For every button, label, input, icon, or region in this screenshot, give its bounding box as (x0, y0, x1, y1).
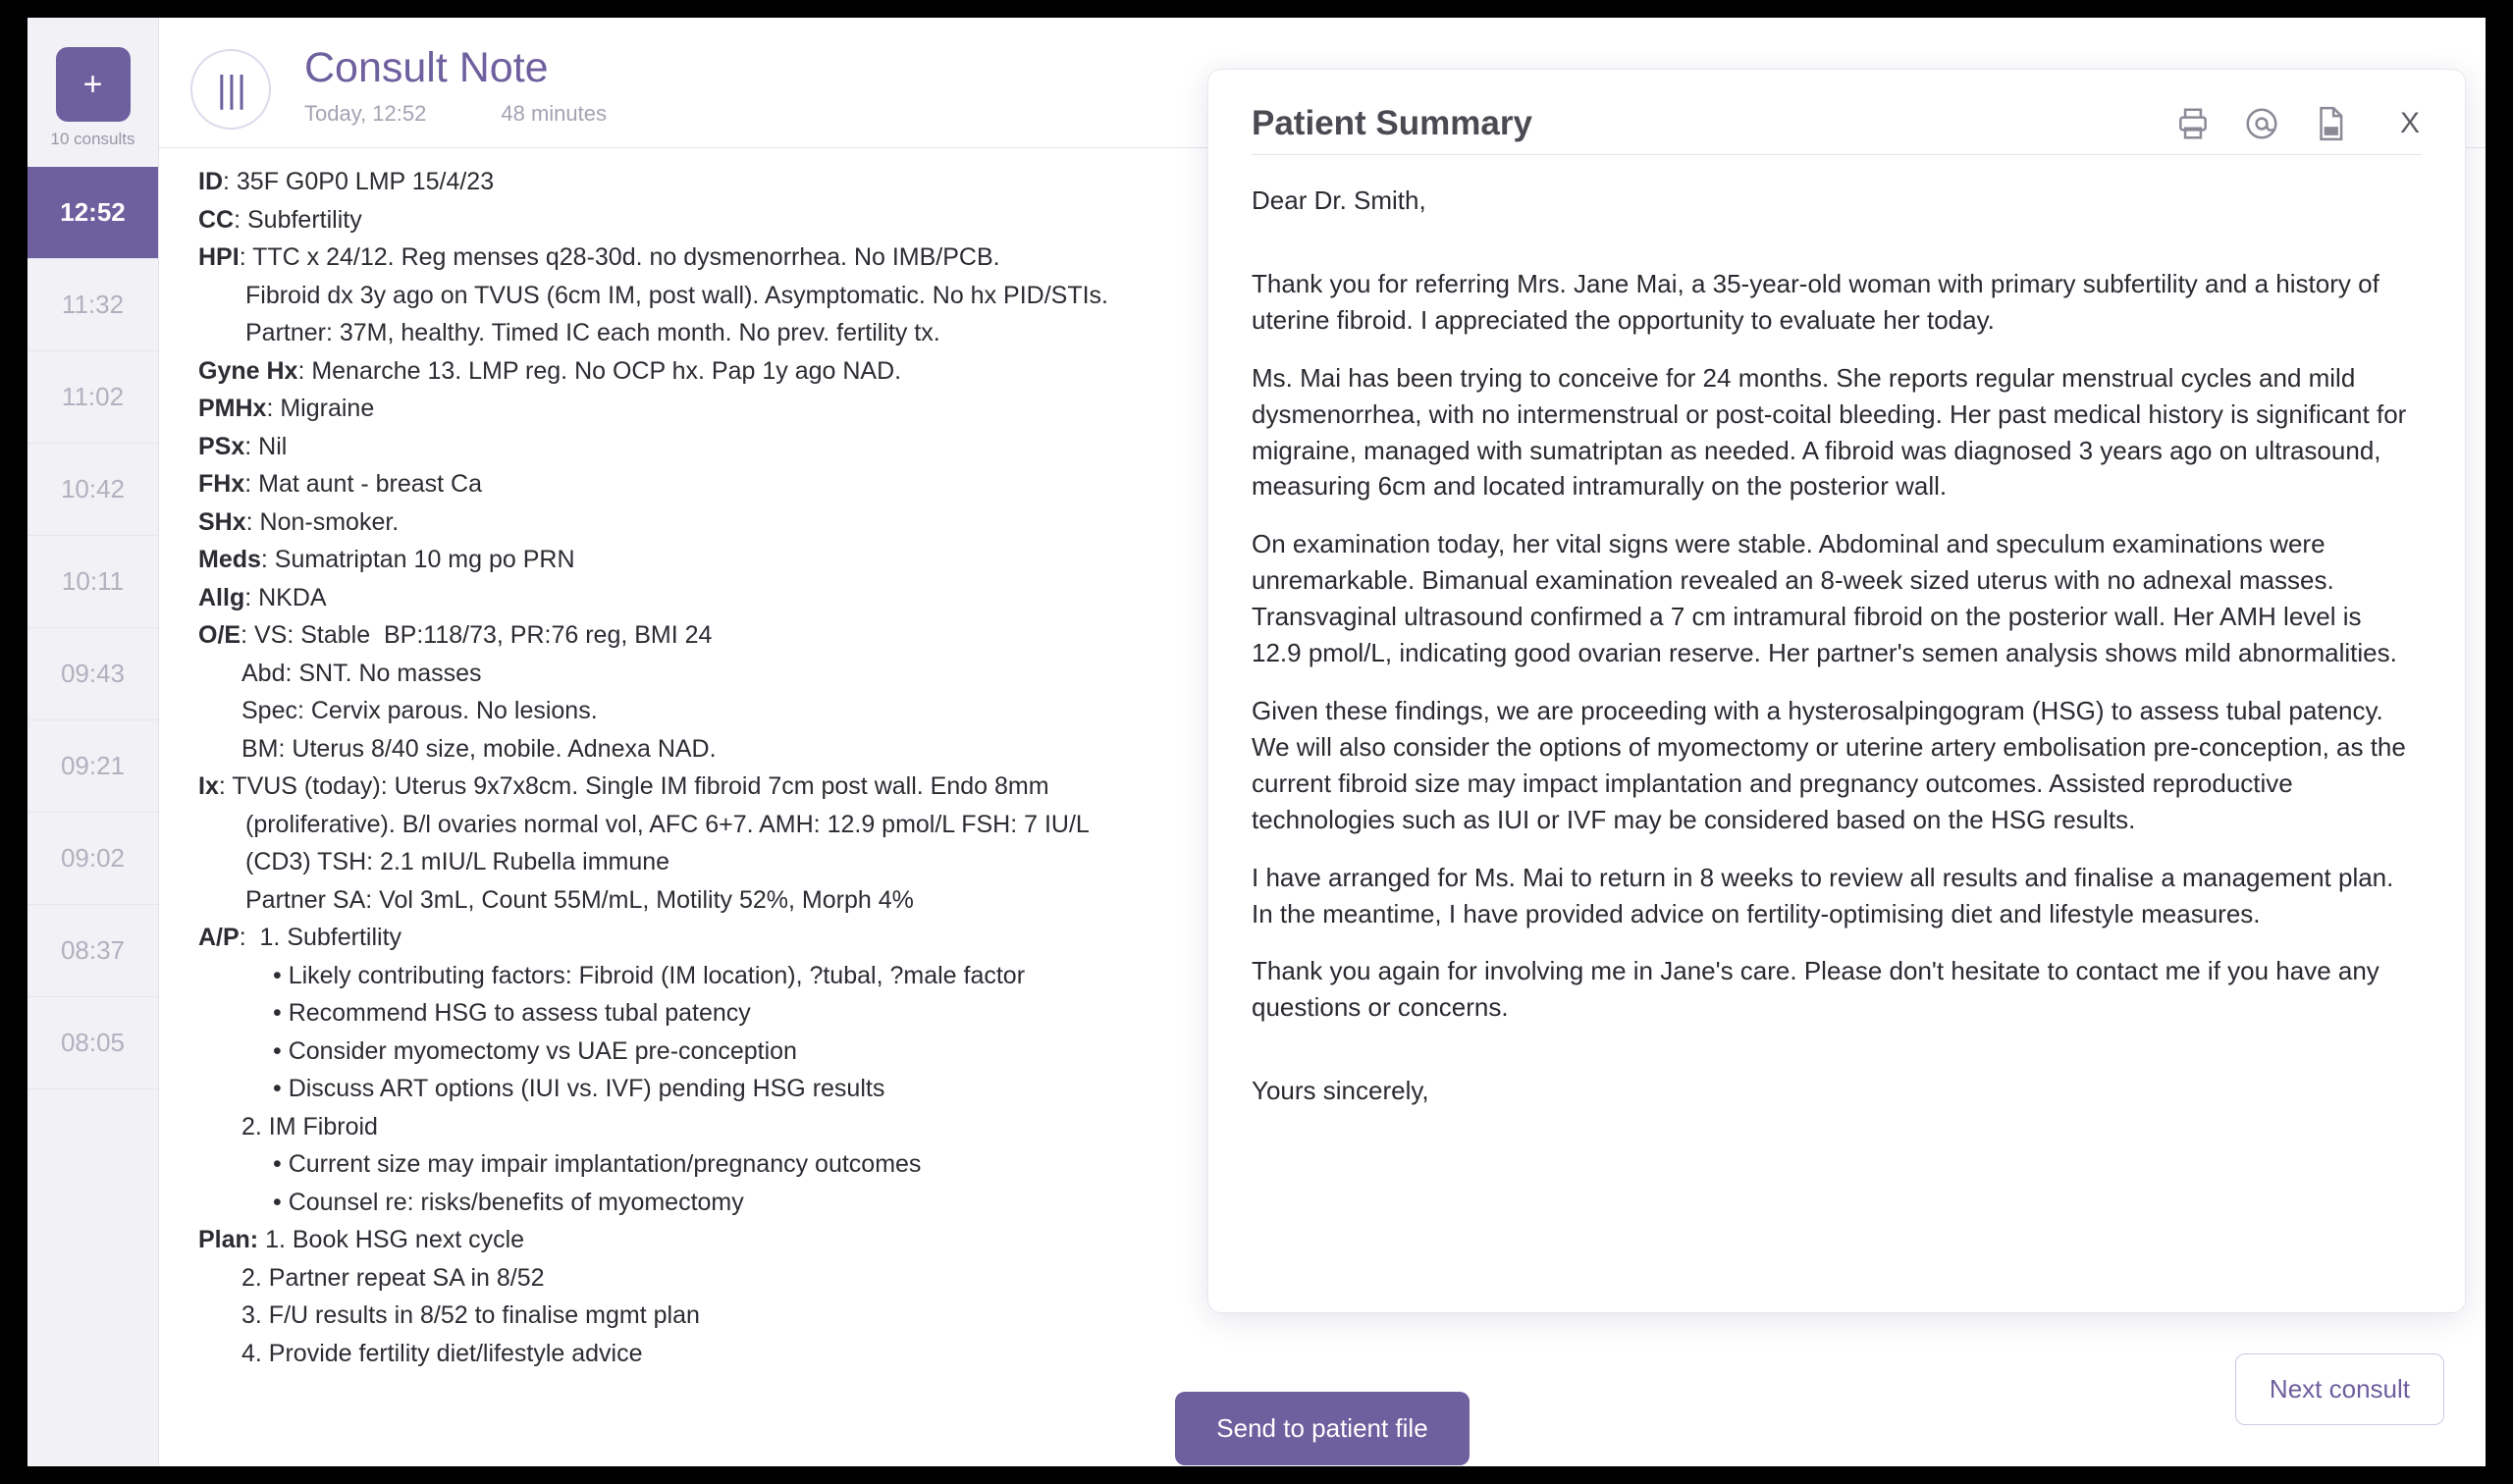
note-line-text: : 1. Subfertility (239, 924, 402, 951)
consult-time-item[interactable]: 09:21 (27, 720, 158, 813)
next-consult-button[interactable]: Next consult (2235, 1353, 2444, 1425)
print-icon[interactable] (2172, 103, 2214, 144)
note-line-text: 2. Partner repeat SA in 8/52 (241, 1263, 545, 1292)
note-line-text: : TTC x 24/12. Reg menses q28-30d. no dysmenorrhea. No IMB/PCB. (239, 243, 1000, 271)
note-line-text: • Consider myomectomy vs UAE pre-conception (273, 1036, 797, 1065)
note-line-text: • Counsel re: risks/benefits of myomectomy (273, 1188, 744, 1216)
note-line-label: ID (198, 168, 223, 195)
close-icon[interactable]: X (2399, 107, 2420, 139)
send-to-patient-file-button[interactable]: Send to patient file (1175, 1392, 1469, 1465)
note-line-text: 2. IM Fibroid (241, 1112, 378, 1140)
note-line-label: FHx (198, 470, 245, 498)
note-line-text: 4. Provide fertility diet/lifestyle advice (241, 1339, 643, 1367)
note-line-text: : Migraine (266, 395, 375, 422)
note-line-text: Partner SA: Vol 3mL, Count 55M/mL, Motility 52%, Morph 4% (245, 885, 914, 914)
summary-actions (2172, 103, 2426, 144)
note-line-label: PMHx (198, 395, 267, 422)
page-title: Consult Note (304, 44, 549, 91)
note-line-label: SHx (198, 507, 246, 536)
consult-time-item[interactable]: 11:32 (27, 259, 158, 351)
note-line-text: 3. F/U results in 8/52 to finalise mgmt plan (241, 1301, 700, 1329)
summary-paragraph: Thank you for referring Mrs. Jane Mai, a 35-year-old woman with primary subfertility and a history of uterine fibroid. I appreciated the opportunity to evaluate her today. (1252, 268, 2379, 335)
note-line-text: Fibroid dx 3y ago on TVUS (6cm IM, post wall). Asymptomatic. No hx PID/STIs. (245, 281, 1108, 309)
note-line-label: Gyne Hx (198, 356, 298, 385)
note-line-text: 1. Book HSG next cycle (258, 1226, 525, 1253)
note-line-text: : Mat aunt - breast Ca (244, 470, 483, 498)
note-line-text: (proliferative). B/l ovaries normal vol, AFC 6+7. AMH: 12.9 pmol/L FSH: 7 IU/L (245, 810, 1090, 838)
note-line-label: O/E (198, 621, 241, 649)
new-consult-button[interactable]: + (56, 47, 131, 122)
summary-title: Patient Summary (1252, 104, 1532, 142)
note-line-text: Abd: SNT. No masses (241, 659, 482, 687)
consult-time-item[interactable]: 09:02 (27, 813, 158, 905)
note-line-text: : Nil (244, 432, 288, 460)
consult-sidebar (27, 18, 159, 1466)
summary-paragraph: I have arranged for Ms. Mai to return in 8 weeks to review all results and finalise a management plan. In the meantime, I have provided advice on fertility-optimising diet and lifestyle measures. (1252, 862, 2394, 928)
note-line-text: (CD3) TSH: 2.1 mIU/L Rubella immune (245, 848, 670, 875)
note-line-label: CC (198, 205, 235, 234)
note-line-text: : Non-smoker. (245, 507, 400, 536)
consult-time-item[interactable]: 09:43 (27, 628, 158, 720)
note-line-label: PSx (198, 432, 245, 460)
note-line-text: : TVUS (today): Uterus 9x7x8cm. Single IM fibroid 7cm post wall. Endo 8mm (218, 772, 1049, 800)
note-line-label: Plan: (198, 1226, 259, 1253)
at-icon[interactable] (2241, 103, 2282, 144)
consult-time-item[interactable]: 12:52 (27, 167, 158, 259)
note-line-label: Ix (198, 772, 219, 800)
summary-header (1208, 70, 2465, 144)
note-line-label: HPI (198, 243, 240, 271)
note-line-text: : VS: Stable BP:118/73, PR:76 reg, BMI 24 (241, 621, 713, 649)
note-line-text: : Subfertility (234, 205, 362, 234)
note-line-text: : NKDA (244, 583, 327, 611)
note-duration: 48 minutes (501, 101, 607, 127)
note-line-label: Allg (198, 583, 245, 611)
patient-summary-panel (1207, 69, 2466, 1313)
note-line-label: A/P (198, 924, 240, 951)
consult-time-item[interactable]: 10:11 (27, 536, 158, 628)
note-line-text: BM: Uterus 8/40 size, mobile. Adnexa NAD. (241, 734, 717, 763)
note-line-label: Meds (198, 546, 261, 573)
paragraph-spacer (1252, 1047, 2416, 1073)
summary-paragraph: On examination today, her vital signs were stable. Abdominal and speculum examinations were unremarkable. Bimanual examination revealed an 8-week sized uterus with no adnexal masses. Transvaginal ultrasound confirmed a 7 cm intramural fibroid on the posterior wall. Her AMH level is 12.9 pmol/L, indicating good ovarian reserve. Her partner's semen analysis shows mild abnormalities. (1252, 529, 2397, 668)
note-line-text: Partner: 37M, healthy. Timed IC each month. No prev. fertility tx. (245, 319, 940, 346)
paragraph-spacer (1252, 240, 2416, 266)
consult-time-item[interactable]: 11:02 (27, 351, 158, 444)
summary-paragraph: Ms. Mai has been trying to conceive for 24 months. She reports regular menstrual cycles and mild dysmenorrhea, with no intermenstrual or post-coital bleeding. Her past medical history is significant for migraine, managed with sumatriptan as needed. A fibroid was diagnosed 3 years ago on ultrasound, measuring 6cm and located intramurally on the posterior wall. (1252, 362, 2407, 502)
consult-time-item[interactable]: 10:42 (27, 444, 158, 536)
consult-time-item[interactable]: 08:05 (27, 997, 158, 1089)
app-logo-icon: ||| (190, 49, 271, 130)
note-meta (304, 101, 607, 127)
note-line-text: : Menarche 13. LMP reg. No OCP hx. Pap 1y ago NAD. (297, 356, 902, 385)
note-line (198, 1338, 2446, 1370)
consult-time-list (27, 167, 158, 1089)
summary-body (1208, 155, 2465, 1312)
note-line-text: : 35F G0P0 LMP 15/4/23 (223, 168, 495, 195)
summary-paragraph: Thank you again for involving me in Jane's care. Please don't hesitate to contact me if you have any questions or concerns. (1252, 956, 2379, 1023)
summary-paragraph: Dear Dr. Smith, (1252, 186, 1426, 215)
note-line-text: : Sumatriptan 10 mg po PRN (260, 546, 575, 573)
note-line-text: Spec: Cervix parous. No lesions. (241, 697, 598, 724)
note-line-text: • Current size may impair implantation/pregnancy outcomes (273, 1150, 922, 1178)
note-line-text: • Likely contributing factors: Fibroid (IM location), ?tubal, ?male factor (273, 961, 1026, 989)
note-line-text: • Recommend HSG to assess tubal patency (273, 999, 751, 1027)
app-window (27, 18, 2486, 1466)
summary-paragraph: Yours sincerely, (1252, 1076, 1429, 1106)
consult-time-item[interactable]: 08:37 (27, 905, 158, 997)
note-date: Today, 12:52 (304, 101, 427, 127)
note-footer (159, 1391, 2486, 1466)
consult-count-label: 10 consults (50, 130, 135, 148)
pdf-icon[interactable] (2310, 103, 2351, 144)
summary-paragraph: Given these findings, we are proceeding with a hysterosalpingogram (HSG) to assess tubal patency. We will also consider the options of myomectomy or uterine artery embolisation pre-conception, as the current fibroid size may impact implantation and pregnancy outcomes. Assisted reproductive technologies such as IUI or IVF may be considered based on the HSG results. (1252, 695, 2406, 834)
note-line-text: • Discuss ART options (IUI vs. IVF) pending HSG results (273, 1075, 885, 1102)
